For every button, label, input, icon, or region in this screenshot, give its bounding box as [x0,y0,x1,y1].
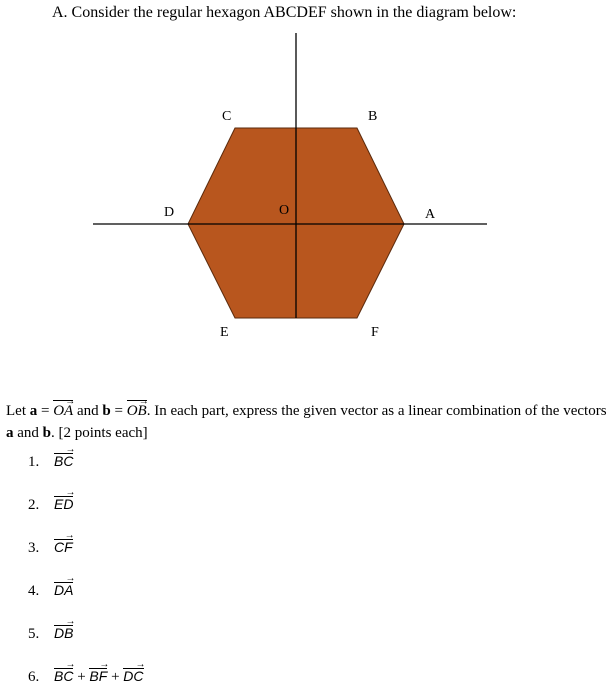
label-a: A [425,207,436,222]
question-item [28,659,146,686]
item-number: 1. [28,454,40,470]
item-number: 3. [28,540,40,556]
item-number: 6. [28,669,40,685]
item-number: 2. [28,497,40,513]
question-item [28,444,76,471]
vector-expression: → DC [123,659,146,684]
label-b: B [368,109,378,124]
question-item [28,530,75,557]
label-f: F [371,325,379,340]
instructions-paragraph: Let a = → OA and b = → OB. In each part, express the given vector as a linear combination of the vectors a and b. [2 points each] [6,396,607,441]
question-item [28,487,76,514]
vector-ob: → OB [126,396,149,419]
label-o: O [279,203,290,218]
vector-expression: → DB [54,616,76,641]
item-number: 4. [28,583,40,599]
vector-expression: → DA [54,573,76,598]
vector-a-symbol: a [29,403,38,419]
plus-sign: + [107,669,124,685]
plus-sign: + [73,669,90,685]
vector-expression: → ED [54,487,76,512]
vector-expression: → BC [54,444,76,469]
vector-expression: → BF [89,659,110,684]
question-heading: A. Consider the regular hexagon ABCDEF shown in the diagram below: [52,4,517,21]
vector-b-symbol: b [102,403,111,419]
label-d: D [164,205,175,220]
label-e: E [220,325,229,340]
vector-expression: → CF [54,530,75,555]
label-c: C [222,109,232,124]
question-item [28,616,76,643]
vector-oa: → OA [53,396,76,419]
item-number: 5. [28,626,40,642]
vector-expression: → BC [54,659,76,684]
question-item [28,573,76,600]
